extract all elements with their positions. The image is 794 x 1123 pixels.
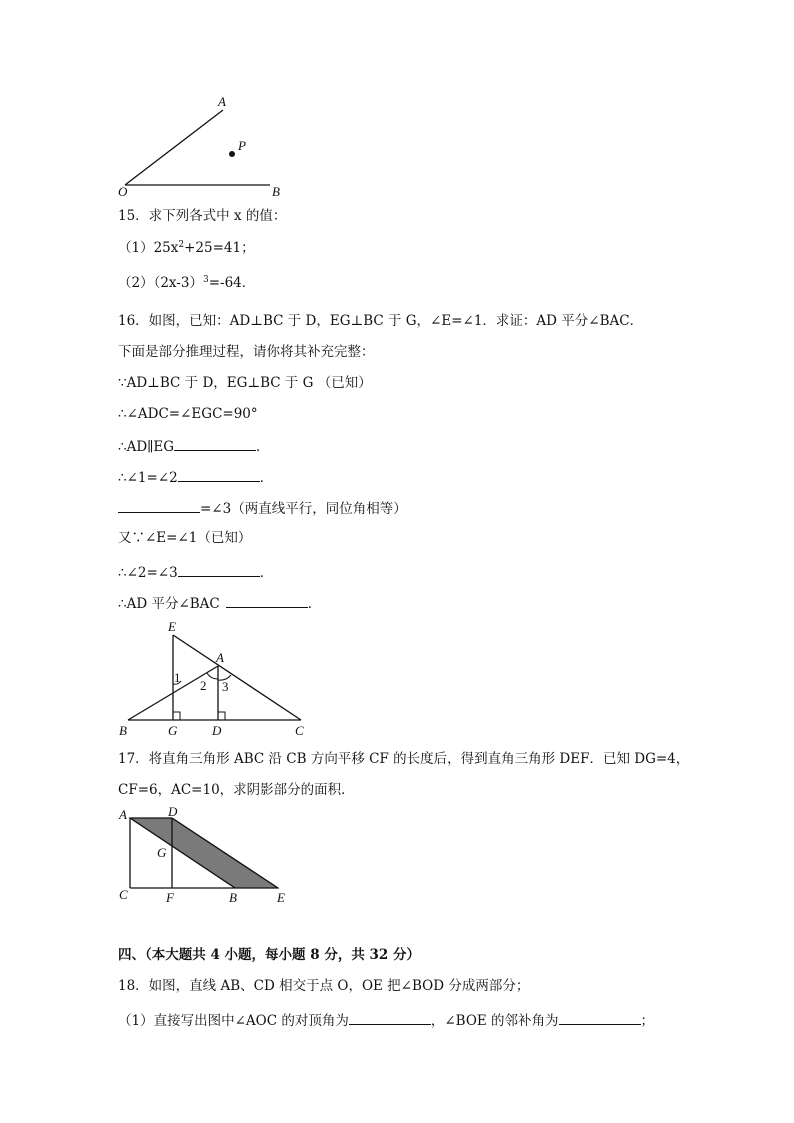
q16-step-6: 又∵∠E=∠1（已知）	[118, 530, 252, 546]
answer-blank[interactable]	[118, 498, 200, 513]
label-c: C	[295, 723, 304, 738]
label-c: C	[119, 887, 128, 902]
ray-oa	[125, 110, 223, 185]
q16-step-7: ∴∠2=∠3 ．	[118, 562, 273, 582]
label-o: O	[118, 184, 128, 199]
answer-blank[interactable]	[226, 593, 308, 608]
label-b: B	[119, 723, 127, 738]
q17-figure	[115, 804, 295, 904]
label-1: 1	[174, 670, 181, 685]
label-f: F	[166, 890, 174, 905]
q16-step-3: ∴AD∥EG ．	[118, 436, 270, 456]
answer-blank[interactable]	[349, 1010, 431, 1025]
angle-mark-2	[207, 673, 218, 679]
q16-step-5: =∠3（两直线平行，同位角相等）	[118, 498, 407, 518]
label-b: B	[272, 184, 280, 199]
shaded-region	[130, 818, 278, 888]
point-p	[229, 151, 235, 157]
answer-blank[interactable]	[178, 562, 260, 577]
q16-step-2: ∴∠ADC=∠EGC=90°	[118, 406, 258, 422]
label-2: 2	[200, 678, 207, 693]
label-a: A	[216, 650, 224, 665]
label-e: E	[168, 619, 176, 634]
q16-figure	[115, 618, 315, 738]
q16-title: 16．如图，已知：AD⊥BC 于 D，EG⊥BC 于 G，∠E=∠1．求证：AD 平分∠BAC．	[118, 313, 644, 329]
q16-step-4: ∴∠1=∠2 ．	[118, 467, 273, 487]
right-angle-g	[173, 712, 180, 720]
q15-part2: $(2)(2x-3)^3=-64$．	[118, 275, 256, 291]
label-a: A	[218, 94, 226, 109]
q16-intro: 下面是部分推理过程，请你将其补充完整：	[118, 344, 375, 360]
label-d: D	[168, 804, 178, 819]
q16-step-8: ∴AD 平分∠BAC ．	[118, 593, 321, 613]
segment-ec	[173, 635, 301, 720]
right-angle-d	[218, 712, 225, 720]
angle-aob-figure	[115, 95, 285, 200]
label-3: 3	[222, 679, 229, 694]
q17-line1: 17．将直角三角形 ABC 沿 CB 方向平移 CF 的长度后，得到直角三角形 DEF．已知 DG=4，	[118, 751, 690, 767]
section-4-title: 四、（本大题共 4 小题，每小题 8 分，共 32 分）	[118, 947, 421, 963]
label-g: G	[157, 845, 167, 860]
q15-part1: $(1)25x^2+25=41$；	[118, 240, 255, 256]
label-d: D	[212, 723, 222, 738]
label-g: G	[168, 723, 178, 738]
label-e: E	[277, 890, 285, 905]
answer-blank[interactable]	[174, 436, 256, 451]
q16-step-1: ∵AD⊥BC 于 D，EG⊥BC 于 G （已知）	[118, 375, 372, 391]
label-b: B	[229, 890, 237, 905]
q15-title: 15．求下列各式中 x 的值：	[118, 208, 287, 224]
q17-line2: CF=6，AC=10，求阴影部分的面积．	[118, 782, 355, 798]
label-a: A	[119, 807, 127, 822]
label-p: P	[238, 138, 246, 153]
q18-title: 18．如图，直线 AB、CD 相交于点 O，OE 把∠BOD 分成两部分；	[118, 978, 530, 994]
q18-part1: （1）直接写出图中∠AOC 的对顶角为 ，∠BOE 的邻补角为 ；	[118, 1010, 654, 1030]
answer-blank[interactable]	[559, 1010, 641, 1025]
answer-blank[interactable]	[178, 467, 260, 482]
